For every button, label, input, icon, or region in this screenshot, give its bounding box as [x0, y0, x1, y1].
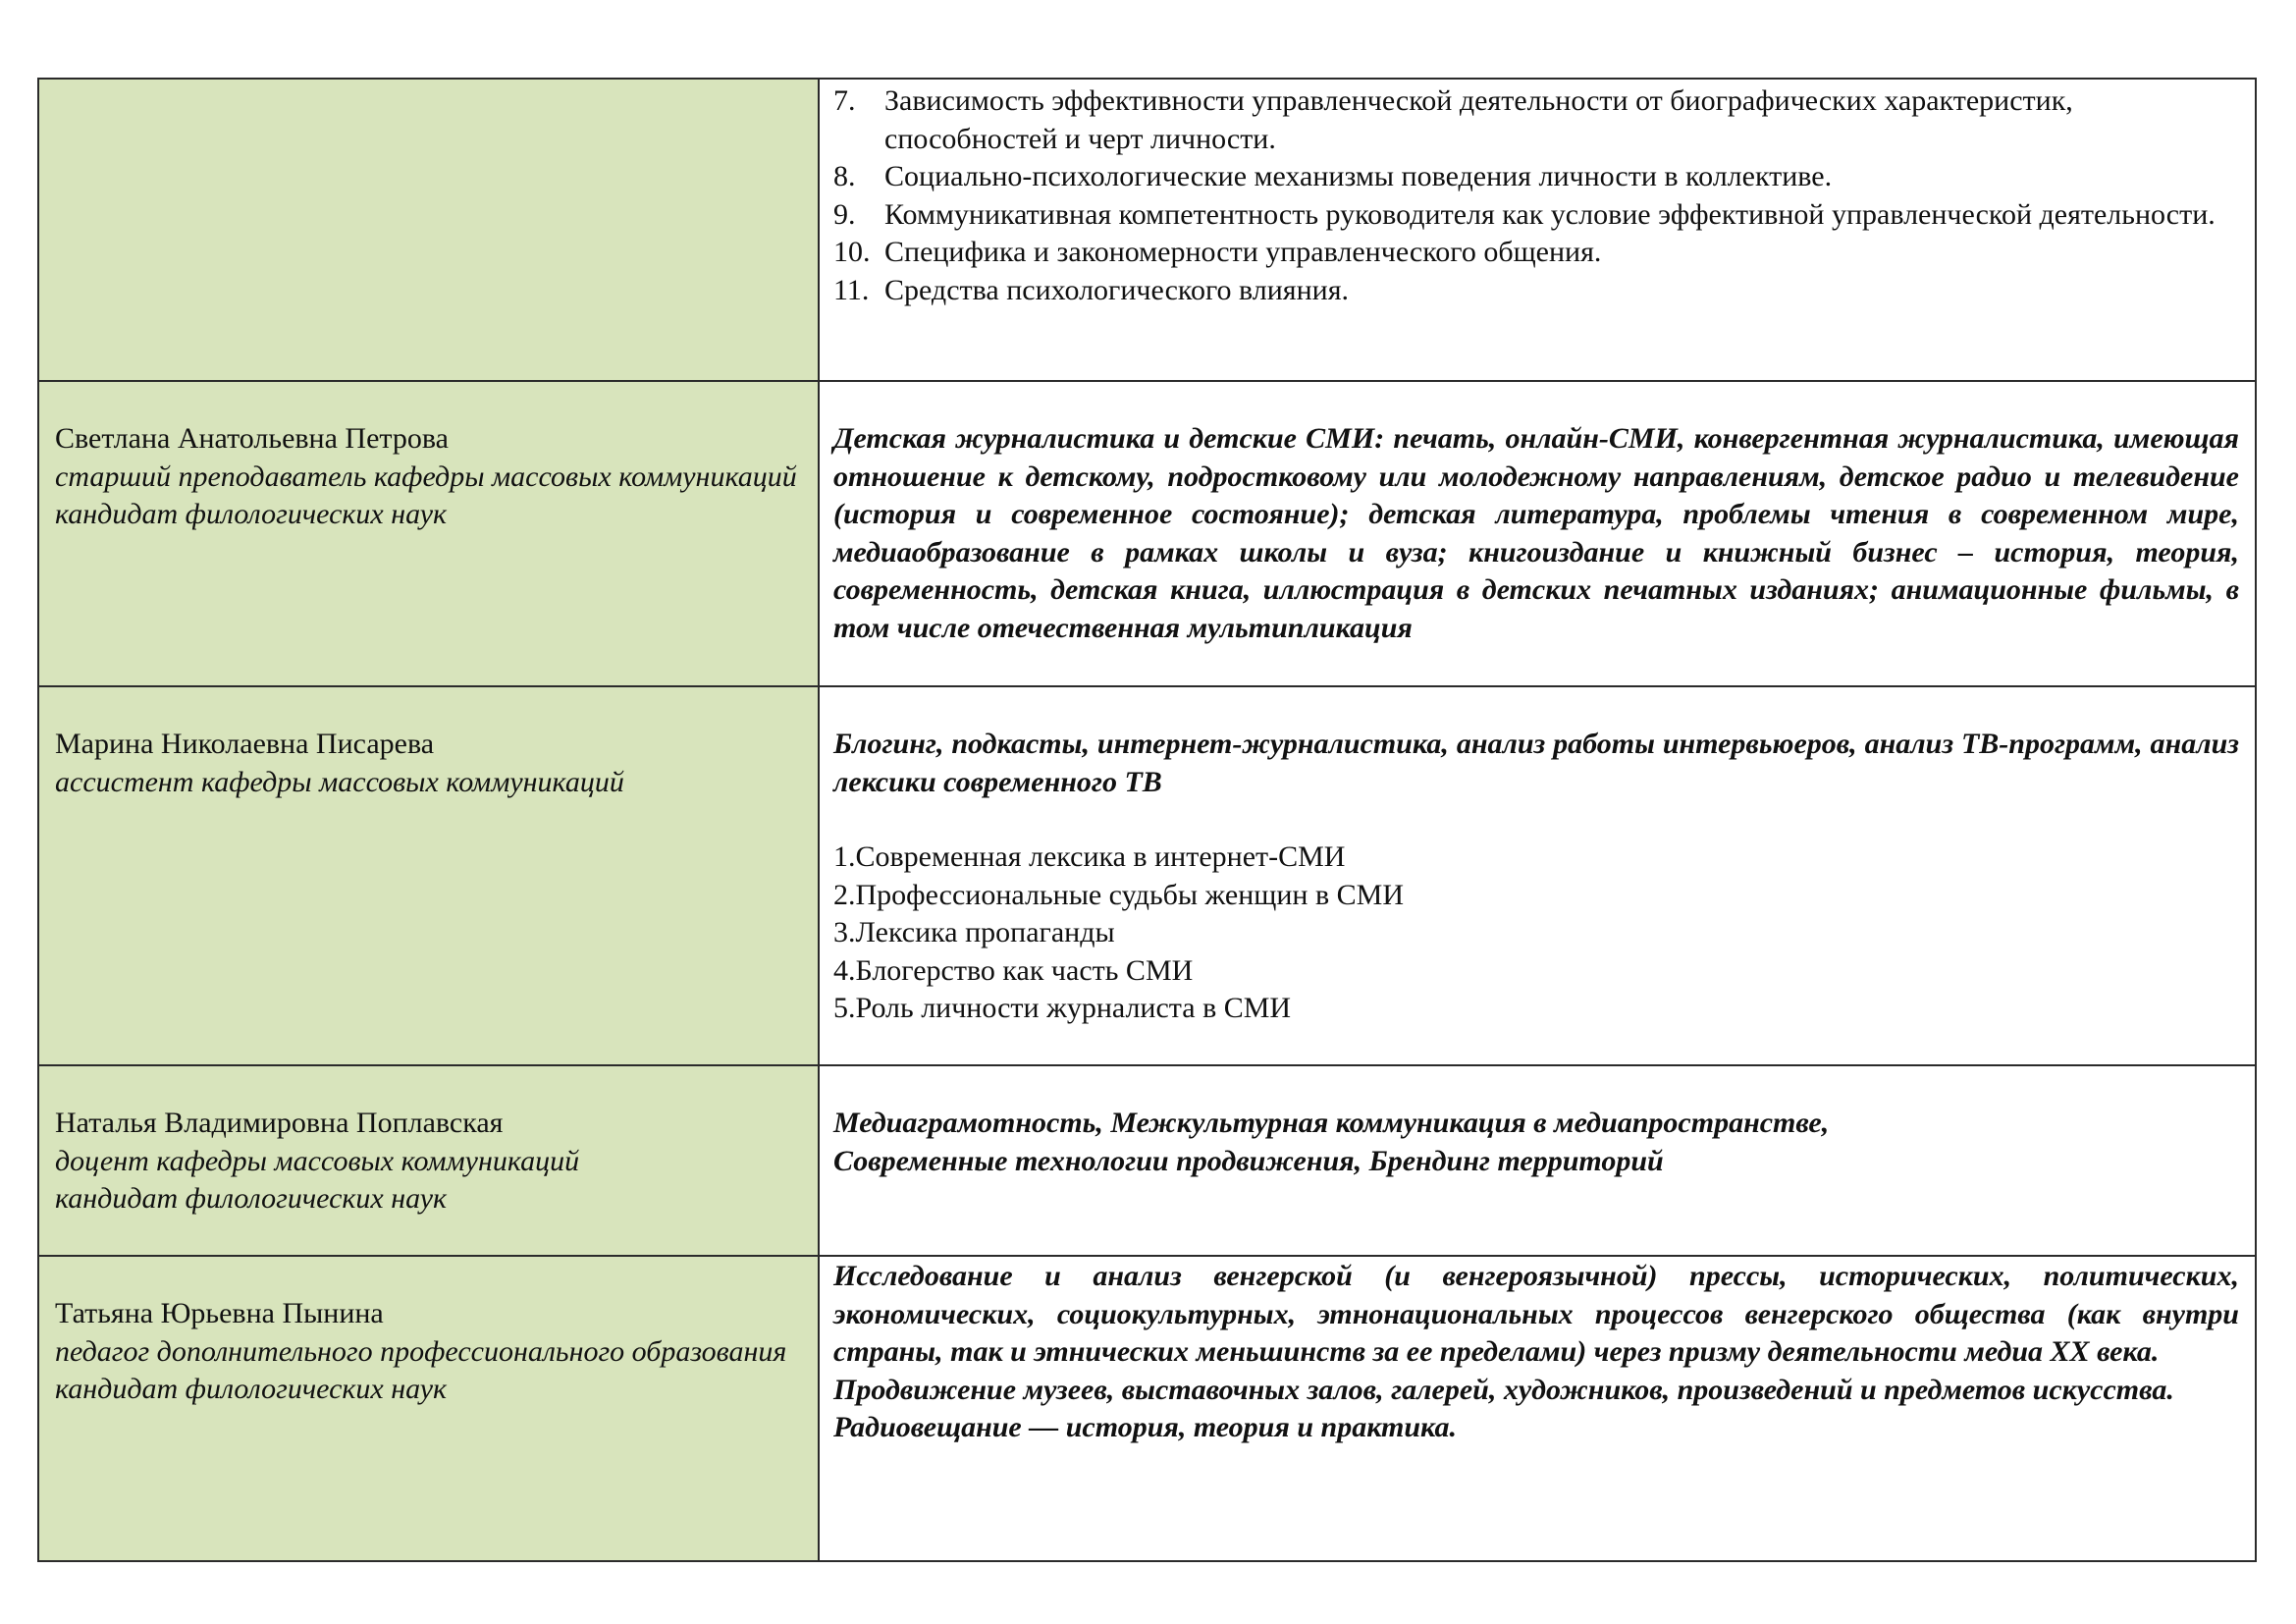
- topics-cell: [819, 79, 2256, 381]
- list-item: 4.Блогерство как часть СМИ: [833, 953, 1194, 987]
- supervisor-name: Марина Николаевна Писарева: [55, 728, 435, 760]
- table-row: [38, 79, 2256, 381]
- table-row: [38, 1065, 2256, 1256]
- supervisor-degree: кандидат филологических наук: [55, 1373, 448, 1405]
- list-item: 11. Средства психологического влияния.: [833, 273, 1349, 306]
- supervisor-cell: [38, 381, 819, 686]
- topics-cell: [819, 686, 2256, 1065]
- supervisor-position: старший преподаватель кафедры массовых коммуникаций: [55, 460, 797, 493]
- supervisor-position: ассистент кафедры массовых коммуникаций: [55, 765, 624, 798]
- supervisor-cell: [38, 1065, 819, 1256]
- supervisor-cell: [38, 1256, 819, 1561]
- research-topics: Продвижение музеев, выставочных залов, галерей, художников, произведений и предметов искусства.: [833, 1373, 2174, 1406]
- research-topics: Современные технологии продвижения, Брендинг территорий: [833, 1144, 1664, 1177]
- topics-cell: [819, 381, 2256, 686]
- table-row: [38, 1256, 2256, 1561]
- supervisor-position: педагог дополнительного профессионального образования: [55, 1334, 787, 1368]
- list-item: 7. Зависимость эффективности управленческой деятельности от биографических характеристик, способностей и черт личности.: [833, 84, 2073, 155]
- research-topics: Радиовещание — история, теория и практика.: [833, 1411, 1457, 1443]
- table-row: [38, 686, 2256, 1065]
- supervisor-cell: [38, 686, 819, 1065]
- list-item: 8. Социально-психологические механизмы поведения личности в коллективе.: [833, 160, 1833, 192]
- research-topics: Исследование и анализ венгерской (и венгероязычной) прессы, исторических, политических, экономических, социокультурных, этнонациональных процессов венгерского общества (как внутри страны, так и этнических меньшинств за ее пределами) через призму деятельности медиа XX века.: [833, 1260, 2239, 1368]
- list-item: 9. Коммуникативная компетентность руководителя как условие эффективной управленческой деятельности.: [833, 197, 2216, 231]
- table-row: [38, 381, 2256, 686]
- topics-cell: [819, 1256, 2256, 1561]
- supervisor-name: Светлана Анатольевна Петрова: [55, 422, 449, 455]
- supervisor-cell: [38, 79, 819, 381]
- supervisor-degree: кандидат филологических наук: [55, 1182, 448, 1215]
- list-item: 3.Лексика пропаганды: [833, 916, 1115, 948]
- research-topics: Медиаграмотность, Межкультурная коммуникация в медиапространстве,: [833, 1107, 1830, 1139]
- supervisor-name: Татьяна Юрьевна Пынина: [55, 1297, 384, 1329]
- topics-cell: [819, 1065, 2256, 1256]
- supervisor-degree: кандидат филологических наук: [55, 498, 448, 530]
- list-item: 2.Профессиональные судьбы женщин в СМИ: [833, 878, 1404, 911]
- topic-list: [833, 82, 2239, 309]
- supervisor-name: Наталья Владимировна Поплавская: [55, 1107, 504, 1139]
- list-item: 5.Роль личности журналиста в СМИ: [833, 992, 1292, 1024]
- research-topics: Детская журналистика и детские СМИ: печать, онлайн-СМИ, конвергентная журналистика, имеющая отношение к детскому, подростковому или молодежному направлениям, детское радио и телевидение (история и современное состояние); детская литература, проблемы чтения в современном мире, медиаобразование в рамках школы и вуза; книгоиздание и книжный бизнес – история, теория, современность, детская книга, иллюстрация в детских печатных изданиях; анимационные фильмы, в том числе отечественная мультипликация: [833, 422, 2239, 644]
- list-item: 10. Специфика и закономерности управленческого общения.: [833, 236, 1602, 268]
- supervisor-position: доцент кафедры массовых коммуникаций: [55, 1144, 580, 1177]
- research-topics: Блогинг, подкасты, интернет-журналистика, анализ работы интервьюеров, анализ ТВ-программ, анализ лексики современного ТВ: [833, 728, 2239, 798]
- list-item: 1.Современная лексика в интернет-СМИ: [833, 840, 1346, 873]
- supervisors-table: [37, 78, 2257, 1562]
